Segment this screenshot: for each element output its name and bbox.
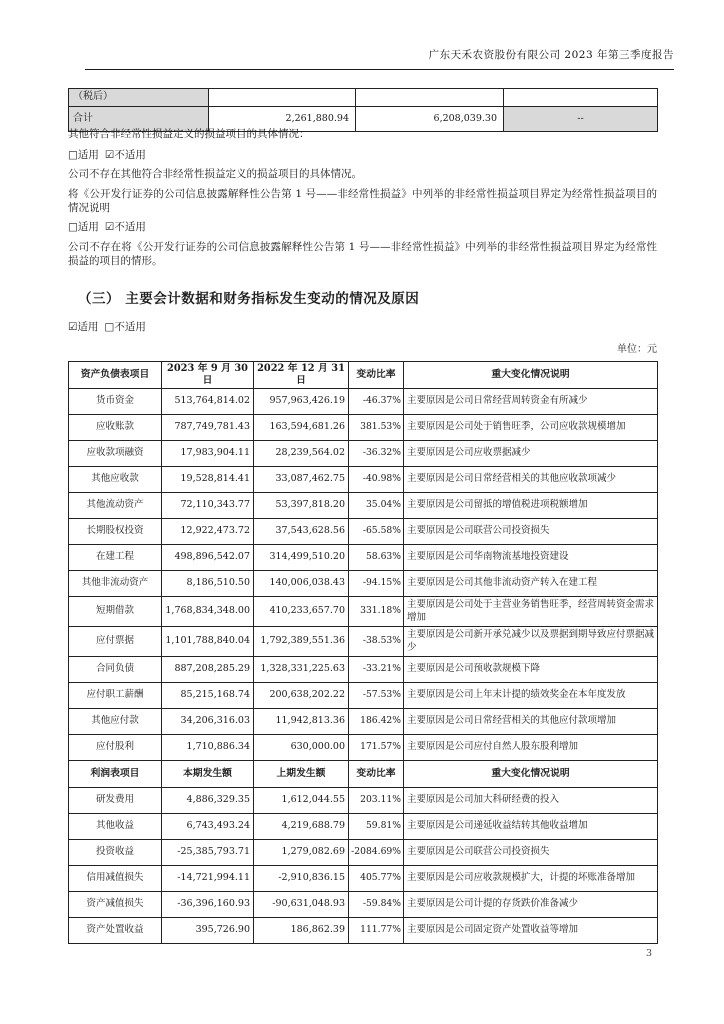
- column-header-current: 本期发生额: [162, 761, 254, 788]
- table-row: [69, 441, 658, 467]
- current-cell: 6,743,493.24: [162, 814, 254, 840]
- current-cell: -25,385,793.71: [162, 840, 254, 866]
- column-header-change: 变动比率: [349, 761, 404, 788]
- item-cell: 在建工程: [69, 545, 162, 571]
- current-cell: -36,396,160.93: [162, 892, 254, 918]
- reason-cell: 主要原因是公司日常经营周转资金有所减少: [404, 389, 658, 415]
- table-row: [69, 571, 658, 597]
- item-cell: 其他应付款: [69, 709, 162, 735]
- table-row: [69, 389, 658, 415]
- current-cell: 1,710,886.34: [162, 735, 254, 761]
- header-divider: [85, 69, 674, 70]
- table-row: [69, 840, 658, 866]
- column-header-previous: 上期发生额: [254, 761, 349, 788]
- previous-cell: 1,279,082.69: [254, 840, 349, 866]
- change-cell: -59.84%: [349, 892, 404, 918]
- change-cell: -94.15%: [349, 571, 404, 597]
- reason-cell: 主要原因是公司日常经营相关的其他应付款项增加: [404, 709, 658, 735]
- previous-cell: 33,087,462.75: [254, 467, 349, 493]
- paragraph-no-other-gains: 公司不存在其他符合非经常性损益定义的损益项目的具体情况。: [68, 168, 362, 180]
- previous-cell: 140,006,038.43: [254, 571, 349, 597]
- reason-cell: 主要原因是公司预收款规模下降: [404, 657, 658, 683]
- table-row: [69, 892, 658, 918]
- checkbox-option-not-applicable: ☑不适用: [104, 149, 146, 161]
- change-cell: -57.53%: [349, 683, 404, 709]
- previous-cell: 410,233,657.70: [254, 597, 349, 627]
- reason-cell: 主要原因是公司联营公司投资损失: [404, 519, 658, 545]
- reason-cell: 主要原因是公司华南物流基地投资建设: [404, 545, 658, 571]
- change-cell: 35.04%: [349, 493, 404, 519]
- column-header-item: 资产负债表项目: [69, 362, 162, 389]
- amount-cell: [356, 89, 504, 107]
- item-cell: 短期借款: [69, 597, 162, 627]
- balance-header-row: [69, 362, 658, 389]
- current-cell: 1,768,834,348.00: [162, 597, 254, 627]
- table-row: [69, 657, 658, 683]
- table-row: [69, 866, 658, 892]
- checkbox-option-not-applicable: ☑不适用: [104, 221, 146, 233]
- current-cell: 12,922,473.72: [162, 519, 254, 545]
- item-cell: 资产处置收益: [69, 918, 162, 944]
- column-header-current: 2023 年 9 月 30 日: [162, 362, 254, 389]
- change-cell: 58.63%: [349, 545, 404, 571]
- table-row: [69, 519, 658, 545]
- item-cell: 资产减值损失: [69, 892, 162, 918]
- reason-cell: 主要原因是公司加大科研经费的投入: [404, 788, 658, 814]
- row-label-cell: （税后）: [69, 89, 209, 107]
- column-header-item: 利润表项目: [69, 761, 162, 788]
- table-row: [69, 415, 658, 441]
- previous-cell: 11,942,813.36: [254, 709, 349, 735]
- table-row: [69, 788, 658, 814]
- section-heading: （三） 主要会计数据和财务指标发生变动的情况及原因: [78, 291, 420, 307]
- paragraph-reclassification-note: 将《公开发行证券的公司信息披露解释性公告第 1 号——非经常性损益》中列举的非经常性损益项目界定为经常性损益项目的情况说明: [68, 188, 657, 214]
- previous-cell: 314,499,510.20: [254, 545, 349, 571]
- table-row: [69, 814, 658, 840]
- current-cell: 1,101,788,840.04: [162, 627, 254, 657]
- item-cell: 货币资金: [69, 389, 162, 415]
- applicability-line-2: [68, 219, 657, 234]
- previous-cell: 200,638,202.22: [254, 683, 349, 709]
- change-cell: 171.57%: [349, 735, 404, 761]
- reason-cell: 主要原因是公司日常经营相关的其他应收款项减少: [404, 467, 658, 493]
- item-cell: 长期股权投资: [69, 519, 162, 545]
- current-cell: 72,110,343.77: [162, 493, 254, 519]
- item-cell: 应付股利: [69, 735, 162, 761]
- previous-cell: 37,543,628.56: [254, 519, 349, 545]
- reason-cell: 主要原因是公司固定资产处置收益等增加: [404, 918, 658, 944]
- current-cell: 395,726.90: [162, 918, 254, 944]
- previous-cell: 28,239,564.02: [254, 441, 349, 467]
- table-row: [69, 735, 658, 761]
- checkbox-option-applicable: ☑适用: [68, 321, 99, 333]
- item-cell: 研发费用: [69, 788, 162, 814]
- current-cell: 17,983,904.11: [162, 441, 254, 467]
- item-cell: 应付职工薪酬: [69, 683, 162, 709]
- table-row: [69, 545, 658, 571]
- note-cell: [504, 89, 658, 107]
- table-row: [69, 597, 658, 627]
- previous-cell: 4,219,688.79: [254, 814, 349, 840]
- previous-cell: 186,862.39: [254, 918, 349, 944]
- reason-cell: 主要原因是公司留抵的增值税进项税额增加: [404, 493, 658, 519]
- column-header-change: 变动比率: [349, 362, 404, 389]
- reason-cell: 主要原因是公司其他非流动资产转入在建工程: [404, 571, 658, 597]
- page-number: 3: [646, 948, 653, 959]
- paragraph-other-gains-intro: 其他符合非经常性损益定义的损益项目的具体情况：: [68, 128, 310, 140]
- item-cell: 其他收益: [69, 814, 162, 840]
- previous-cell: 163,594,681.26: [254, 415, 349, 441]
- previous-cell: -90,631,048.93: [254, 892, 349, 918]
- column-header-reason: 重大变化情况说明: [404, 362, 658, 389]
- table-row: [69, 683, 658, 709]
- reason-cell: 主要原因是公司计提的存货跌价准备减少: [404, 892, 658, 918]
- column-header-previous: 2022 年 12 月 31 日: [254, 362, 349, 389]
- column-header-reason: 重大变化情况说明: [404, 761, 658, 788]
- carryover-total-table: [68, 88, 658, 132]
- item-cell: 合同负债: [69, 657, 162, 683]
- current-cell: 4,886,329.35: [162, 788, 254, 814]
- checkbox-option-applicable: □适用: [68, 149, 99, 161]
- reason-cell: 主要原因是公司联营公司投资损失: [404, 840, 658, 866]
- current-cell: 498,896,542.07: [162, 545, 254, 571]
- item-cell: 应收账款: [69, 415, 162, 441]
- reason-cell: 主要原因是公司递延收益结转其他收益增加: [404, 814, 658, 840]
- current-cell: -14,721,994.11: [162, 866, 254, 892]
- previous-cell: 1,792,389,551.36: [254, 627, 349, 657]
- previous-cell: 957,963,426.19: [254, 389, 349, 415]
- applicability-line-3: [68, 319, 657, 334]
- table-row: [69, 89, 658, 107]
- item-cell: 投资收益: [69, 840, 162, 866]
- change-cell: -65.58%: [349, 519, 404, 545]
- checkbox-option-not-applicable: □不适用: [104, 321, 146, 333]
- unit-label: 单位：元: [617, 344, 657, 355]
- current-cell: 887,208,285.29: [162, 657, 254, 683]
- previous-cell: -2,910,836.15: [254, 866, 349, 892]
- change-cell: 59.81%: [349, 814, 404, 840]
- note-cell: --: [504, 107, 658, 132]
- reason-cell: 主要原因是公司应付自然人股东股利增加: [404, 735, 658, 761]
- amount-cell: [209, 89, 356, 107]
- document-header-title: 广东天禾农资股份有限公司 2023 年第三季度报告: [428, 49, 674, 61]
- item-cell: 其他应收款: [69, 467, 162, 493]
- paragraph-no-reclassification: 公司不存在将《公开发行证券的公司信息披露解释性公告第 1 号——非经常性损益》中列举的非经常性损益项目界定为经常性损益的项目的情形。: [68, 241, 657, 267]
- current-cell: 513,764,814.02: [162, 389, 254, 415]
- amount-cell: 2,261,880.94: [209, 107, 356, 132]
- item-cell: 信用减值损失: [69, 866, 162, 892]
- previous-cell: 1,328,331,225.63: [254, 657, 349, 683]
- change-cell: 381.53%: [349, 415, 404, 441]
- reason-cell: 主要原因是公司处于销售旺季，公司应收款规模增加: [404, 415, 658, 441]
- changes-table: [68, 361, 658, 944]
- row-label-cell: 合计: [69, 107, 209, 132]
- checkbox-option-applicable: □适用: [68, 221, 99, 233]
- reason-cell: 主要原因是公司新开承兑减少以及票据到期导致应付票据减少: [404, 627, 658, 657]
- item-cell: 其他流动资产: [69, 493, 162, 519]
- applicability-line-1: [68, 147, 657, 162]
- item-cell: 其他非流动资产: [69, 571, 162, 597]
- income-header-row: [69, 761, 658, 788]
- item-cell: 应付票据: [69, 627, 162, 657]
- change-cell: -38.53%: [349, 627, 404, 657]
- table-row: [69, 709, 658, 735]
- change-cell: -46.37%: [349, 389, 404, 415]
- change-cell: 331.18%: [349, 597, 404, 627]
- current-cell: 34,206,316.03: [162, 709, 254, 735]
- current-cell: 19,528,814.41: [162, 467, 254, 493]
- reason-cell: 主要原因是公司上年末计提的绩效奖金在本年度发放: [404, 683, 658, 709]
- item-cell: 应收款项融资: [69, 441, 162, 467]
- change-cell: -33.21%: [349, 657, 404, 683]
- change-cell: 111.77%: [349, 918, 404, 944]
- previous-cell: 630,000.00: [254, 735, 349, 761]
- current-cell: 85,215,168.74: [162, 683, 254, 709]
- table-row: [69, 627, 658, 657]
- current-cell: 787,749,781.43: [162, 415, 254, 441]
- change-cell: 186.42%: [349, 709, 404, 735]
- reason-cell: 主要原因是公司处于主营业务销售旺季，经营周转资金需求增加: [404, 597, 658, 627]
- current-cell: 8,186,510.50: [162, 571, 254, 597]
- reason-cell: 主要原因是公司应收款规模扩大，计提的坏账准备增加: [404, 866, 658, 892]
- change-cell: 405.77%: [349, 866, 404, 892]
- amount-cell: 6,208,039.30: [356, 107, 504, 132]
- table-row: [69, 467, 658, 493]
- change-cell: -40.98%: [349, 467, 404, 493]
- change-cell: -2084.69%: [349, 840, 404, 866]
- previous-cell: 1,612,044.55: [254, 788, 349, 814]
- table-row: [69, 918, 658, 944]
- change-cell: -36.32%: [349, 441, 404, 467]
- table-row: [69, 493, 658, 519]
- change-cell: 203.11%: [349, 788, 404, 814]
- previous-cell: 53,397,818.20: [254, 493, 349, 519]
- reason-cell: 主要原因是公司应收票据减少: [404, 441, 658, 467]
